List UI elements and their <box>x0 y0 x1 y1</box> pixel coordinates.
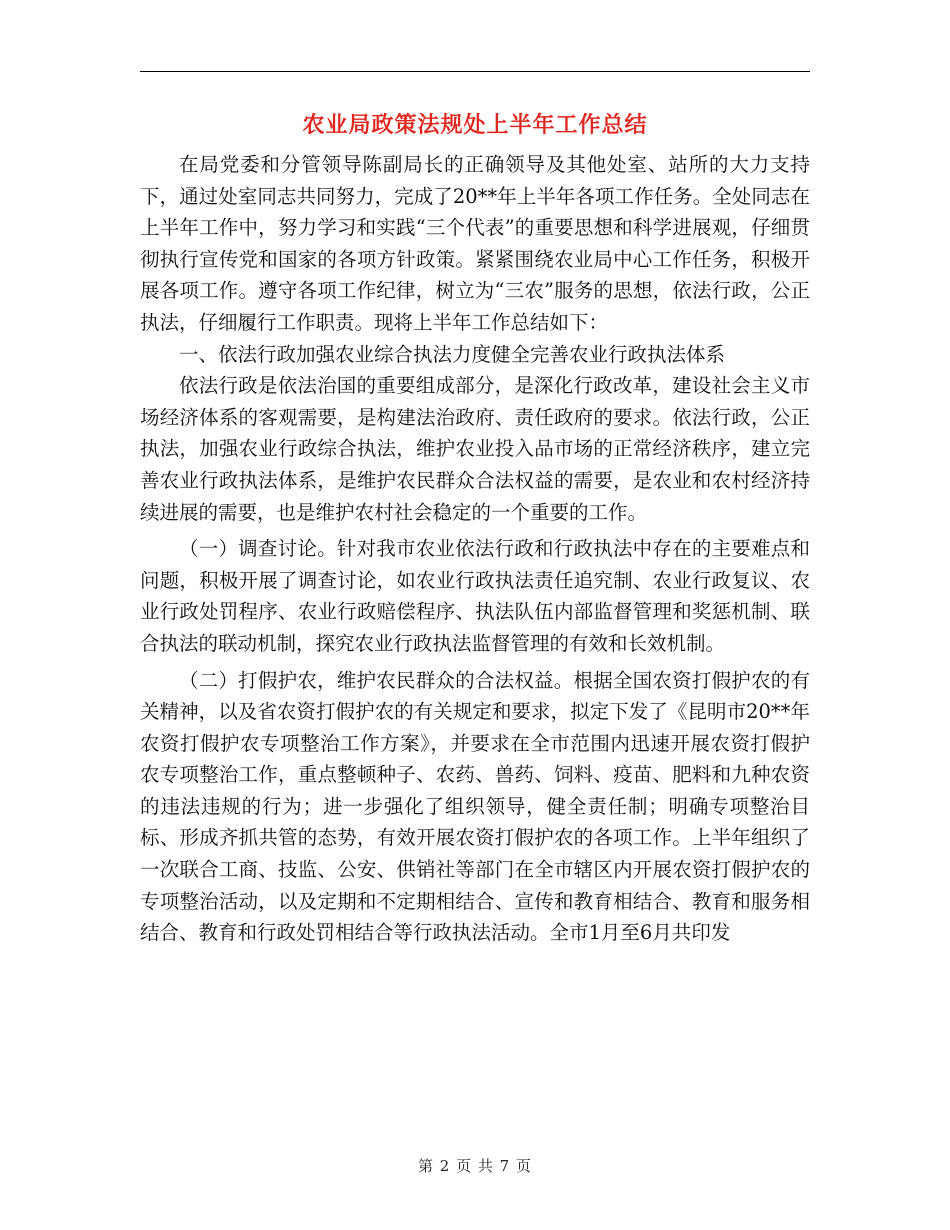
section-1-paragraph: 依法行政是依法治国的重要组成部分，是深化行政改革，建设社会主义市场经济体系的客观需要，是构建法治政府、责任政府的要求。依法行政，公正执法，加强农业行政综合执法，维护农业投入品市场的正常经济秩序，建立完善农业行政执法体系，是维护农民群众合法权益的需要，是农业和农村经济持续进展的需要，也是维护农村社会稳定的一个重要的工作。 <box>140 374 810 524</box>
document-body <box>140 149 810 949</box>
intro-paragraph: 在局党委和分管领导陈副局长的正确领导及其他处室、站所的大力支持下，通过处室同志共同努力，完成了20**年上半年各项工作任务。全处同志在上半年工作中，努力学习和实践“三个代表”的重要思想和科学进展观，仔细贯彻执行宣传党和国家的各项方针政策。紧紧围绕农业局中心工作任务，积极开展各项工作。遵守各项工作纪律，树立为“三农”服务的思想，依法行政，公正执法，仔细履行工作职责。现将上半年工作总结如下： <box>140 153 810 334</box>
subsection-1-paragraph: （一）调查讨论。针对我市农业依法行政和行政执法中存在的主要难点和问题，积极开展了调查讨论，如农业行政执法责任追究制、农业行政复议、农业行政处罚程序、农业行政赔偿程序、执法队伍内部监督管理和奖惩机制、联合执法的联动机制，探究农业行政执法监督管理的有效和长效机制。 <box>140 537 810 655</box>
header-rule <box>140 71 810 72</box>
document-title: 农业局政策法规处上半年工作总结 <box>302 113 648 138</box>
section-heading-1: 一、依法行政加强农业综合执法力度健全完善农业行政执法体系 <box>179 342 726 366</box>
subsection-2-paragraph: （二）打假护农，维护农民群众的合法权益。根据全国农资打假护农的有关精神，以及省农资打假护农的有关规定和要求，拟定下发了《昆明市20**年农资打假护农专项整治工作方案》，并要求在全市范围内迅速开展农资打假护农专项整治工作，重点整顿种子、农药、兽药、饲料、疫苗、肥料和九种农资的违法违规的行为；进一步强化了组织领导，健全责任制；明确专项整治目标、形成齐抓共管的态势，有效开展农资打假护农的各项工作。上半年组织了一次联合工商、技监、公安、供销社等部门在全市辖区内开展农资打假护农的专项整治活动，以及定期和不定期相结合、宣传和教育相结合、教育和服务相结合、教育和行政处罚相结合等行政执法活动。全市1月至6月共印发 <box>140 668 810 945</box>
page-number-footer: 第 2 页 共 7 页 <box>418 1157 532 1175</box>
